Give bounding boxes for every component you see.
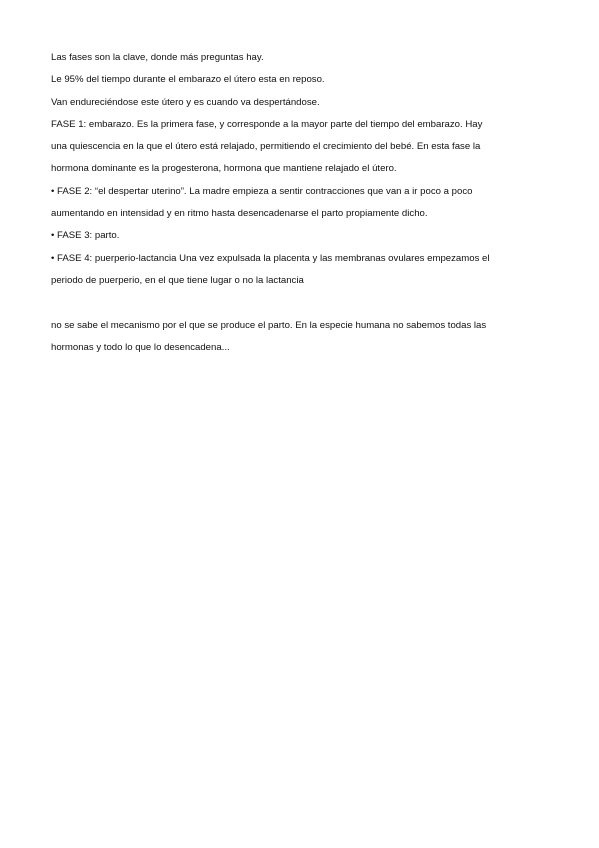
text-line-mecanismo-a: no se sabe el mecanismo por el que se produce el parto. En la especie humana no sabemos todas las — [51, 319, 487, 331]
text-line-endureciendose: Van endureciéndose este útero y es cuando va despertándose. — [51, 96, 320, 108]
bullet-line-fase2-a: • FASE 2: “el despertar uterino”. La madre empieza a sentir contracciones que van a ir poco a poco — [51, 185, 473, 197]
paragraph-spacer — [51, 292, 551, 314]
text-line-reposo: Le 95% del tiempo durante el embarazo el útero esta en reposo. — [51, 74, 325, 86]
text-line-fase2-b: aumentando en intensidad y en ritmo hasta desencadenarse el parto propiamente dicho. — [51, 208, 428, 220]
text-line-fase1-a: FASE 1: embarazo. Es la primera fase, y corresponde a la mayor parte del tiempo del embarazo. Hay — [51, 118, 483, 130]
text-line-fase4-b: periodo de puerperio, en el que tiene lugar o no la lactancia — [51, 274, 304, 286]
bullet-line-fase4-a: • FASE 4: puerperio-lactancia Una vez expulsada la placenta y las membranas ovulares empezamos el — [51, 252, 490, 264]
document-body — [51, 47, 551, 359]
bullet-line-fase3: • FASE 3: parto. — [51, 230, 120, 242]
text-line-mecanismo-b: hormonas y todo lo que lo desencadena... — [51, 341, 230, 353]
text-line-fases-clave: Las fases son la clave, donde más preguntas hay. — [51, 52, 264, 63]
text-line-fase1-b: una quiescencia en la que el útero está relajado, permitiendo el crecimiento del bebé. En esta fase la — [51, 141, 481, 153]
text-line-fase1-c: hormona dominante es la progesterona, hormona que mantiene relajado el útero. — [51, 163, 397, 175]
